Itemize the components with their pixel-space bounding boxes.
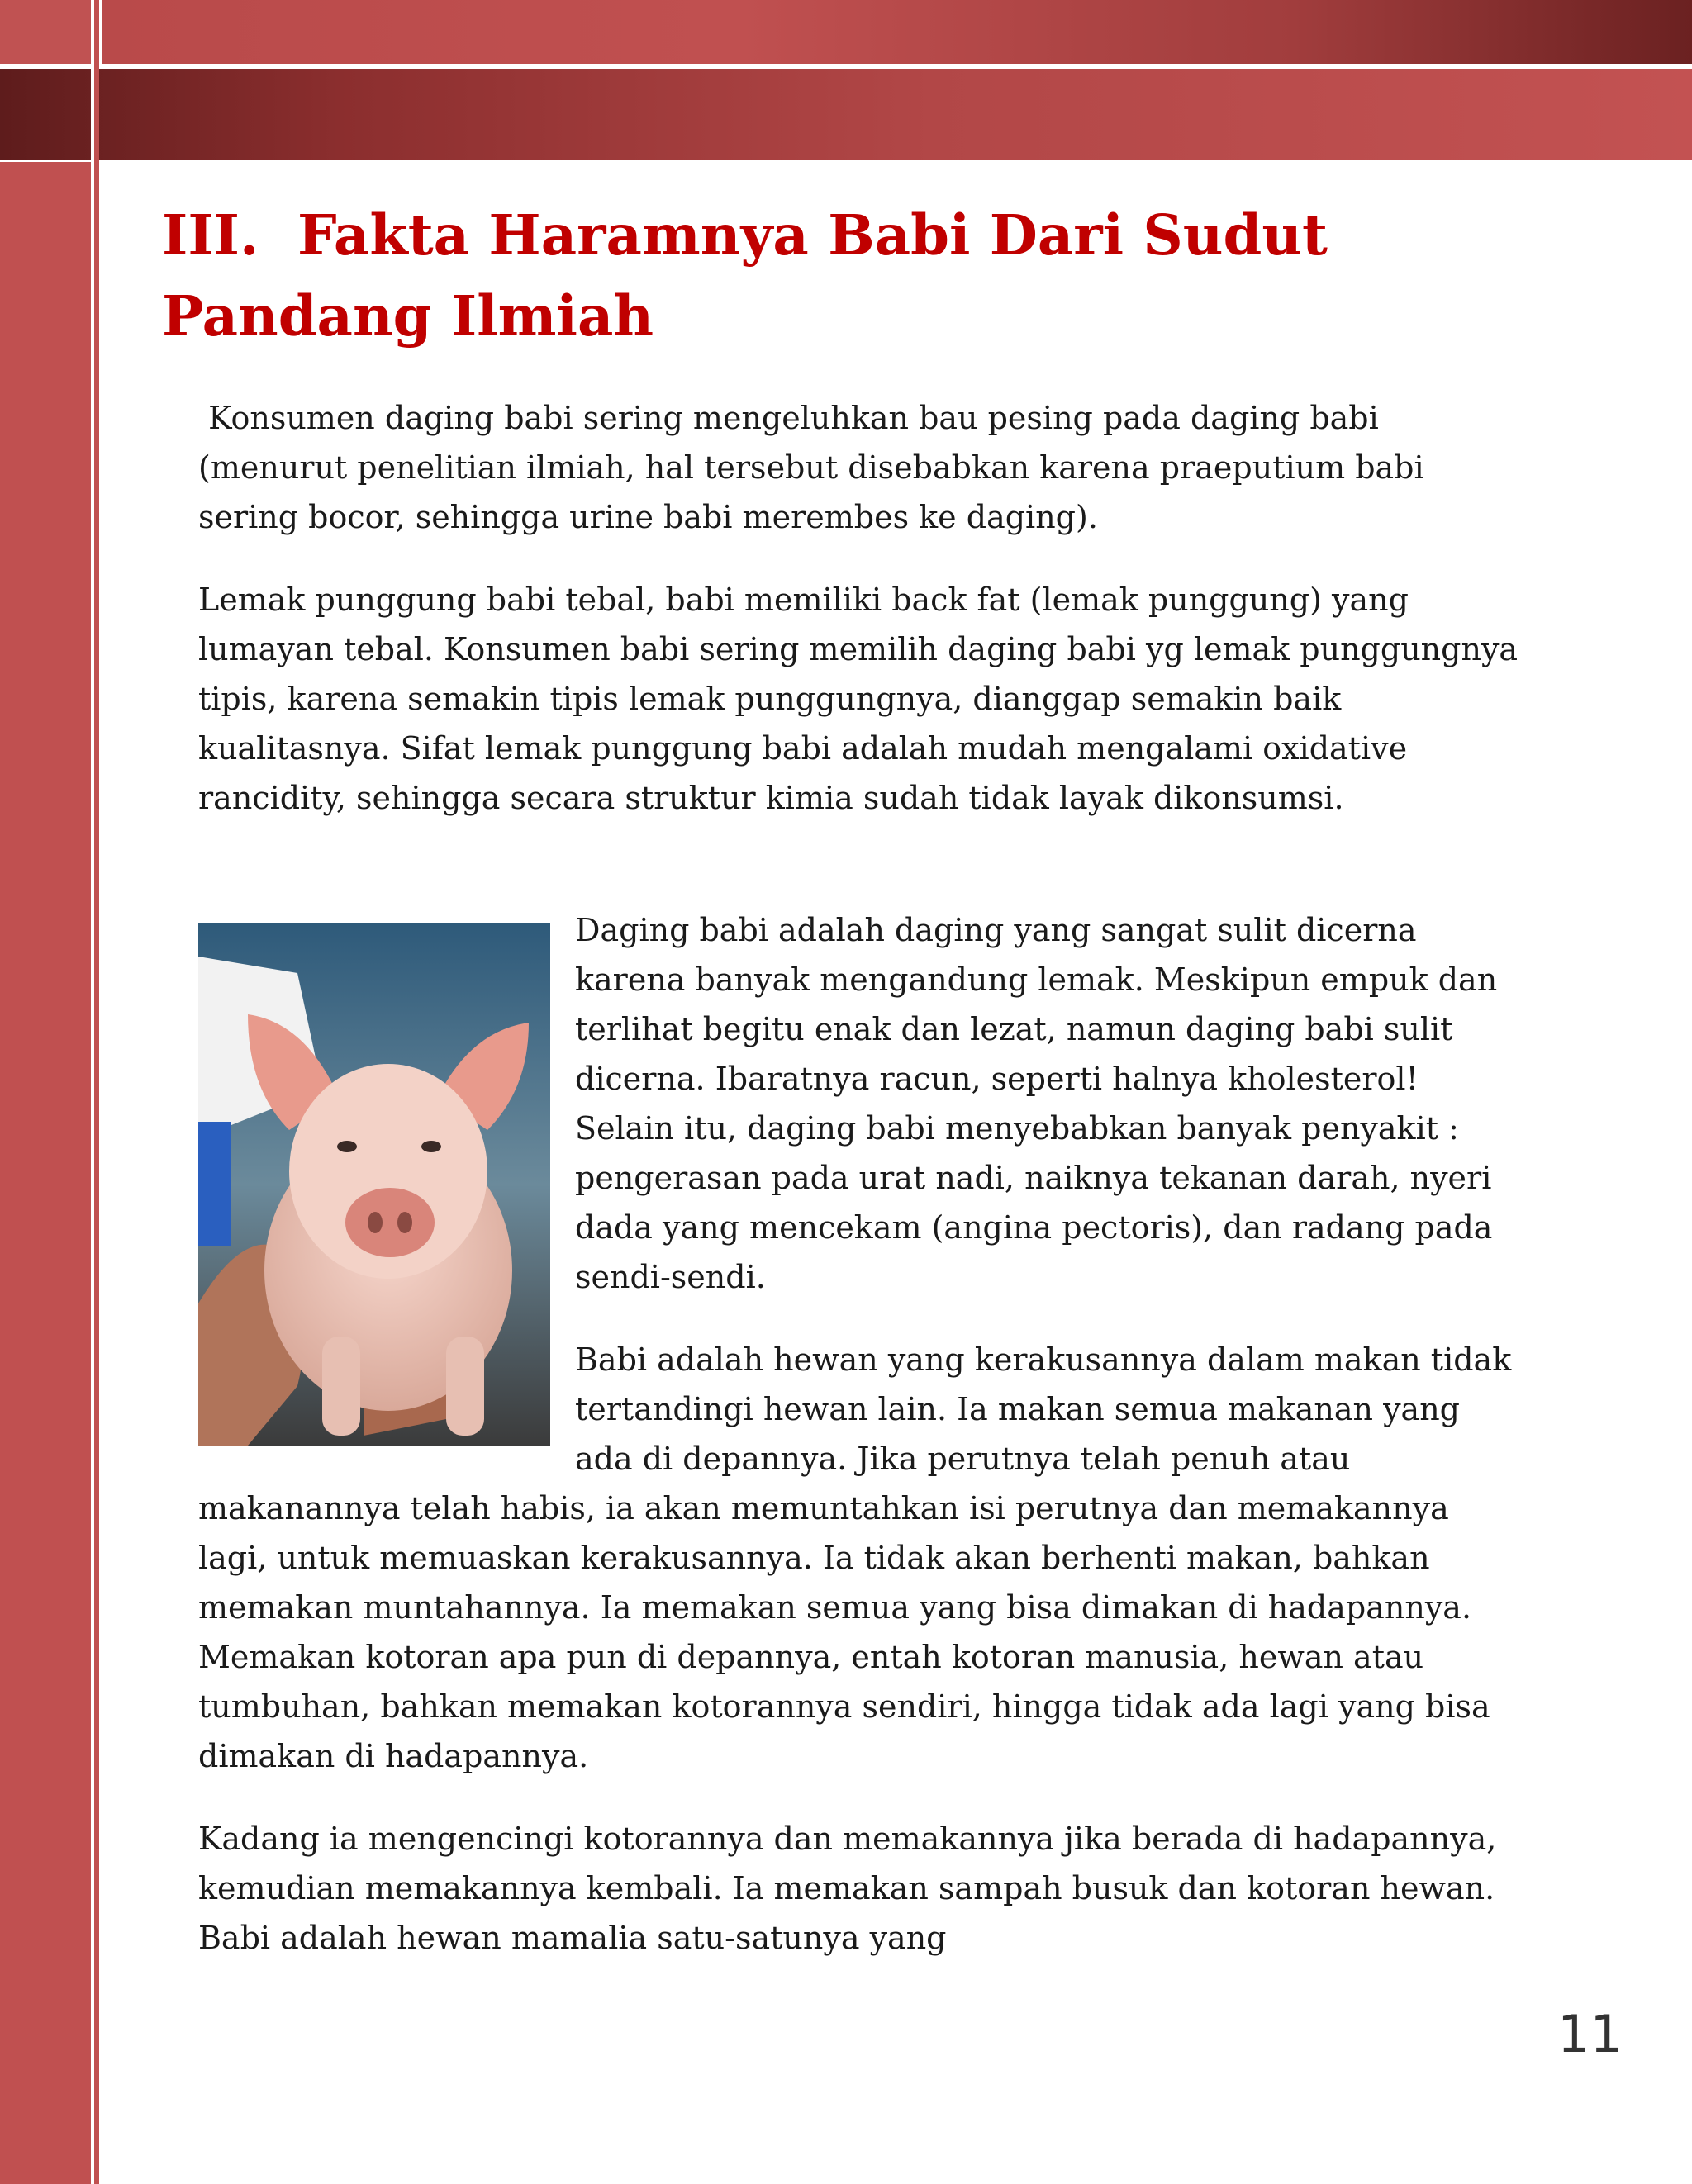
- paragraph-1: Konsumen daging babi sering mengeluhkan bau pesing pada daging babi (menurut penelitian ilmiah, hal tersebut disebabkan karena praeputium babi sering bocor, sehingga urine babi merembes ke daging).: [198, 400, 1434, 535]
- paragraph-4-wrapper: [198, 1335, 1520, 1781]
- header-band: [0, 69, 1692, 160]
- paragraph-5: Kadang ia mengencingi kotorannya dan memakannya jika berada di hadapannya, kemudian memakannya kembali. Ia memakan sampah busuk dan kotoran hewan. Babi adalah hewan mamalia satu-satunya yang: [198, 1821, 1497, 1956]
- paragraph-3: Daging babi adalah daging yang sangat sulit dicerna karena banyak mengandung lemak. Meskipun empuk dan terlihat begitu enak dan lezat, namun daging babi sulit dicerna. Ibaratnya racun, seperti halnya kholesterol! Selain itu, daging babi menyebabkan banyak penyakit : pengerasan pada urat nadi, naiknya tekanan darah, nyeri dada yang mencekam (angina pectoris), dan radang pada sendi-sendi.: [575, 912, 1498, 1295]
- header-strip-left: [0, 0, 91, 64]
- title-block: [162, 195, 1517, 357]
- paragraph-2: Lemak punggung babi tebal, babi memiliki back fat (lemak punggung) yang lumayan tebal. Konsumen babi sering memilih daging babi yg lemak punggungnya tipis, karena semakin tipis lemak punggungnya, dianggap semakin baik kualitasnya. Sifat lemak punggung babi adalah mudah mengalami oxidative rancidity, sehingga secara struktur kimia sudah tidak layak dikonsumsi.: [198, 582, 1519, 816]
- left-side-bar: [0, 162, 91, 2184]
- header-strip: [102, 0, 1692, 64]
- title-line-1: Fakta Haramnya Babi Dari Sudut: [297, 202, 1328, 268]
- title-line-2: Pandang Ilmiah: [162, 283, 654, 349]
- section-number: III.: [162, 202, 259, 268]
- photo-wrap-spacer: [198, 1335, 575, 1484]
- paragraph-4: Babi adalah hewan yang kerakusannya dalam makan tidak tertandingi hewan lain. Ia makan semua makanan yang ada di depannya. Jika perutnya telah penuh atau makanannya telah habis, ia akan memuntahkan isi perutnya dan memakannya lagi, untuk memuaskan kerakusannya. Ia tidak akan berhenti makan, bahkan memakan muntahannya. Ia memakan semua yang bisa dimakan di hadapannya. Memakan kotoran apa pun di depannya, entah kotoran manusia, hewan atau tumbuhan, bahkan memakan kotorannya sendiri, hingga tidak ada lagi yang bisa dimakan di hadapannya.: [198, 1341, 1512, 1774]
- page-title: [162, 195, 1517, 357]
- left-side-line: [94, 0, 99, 2184]
- page-number: 11: [1557, 2004, 1623, 2064]
